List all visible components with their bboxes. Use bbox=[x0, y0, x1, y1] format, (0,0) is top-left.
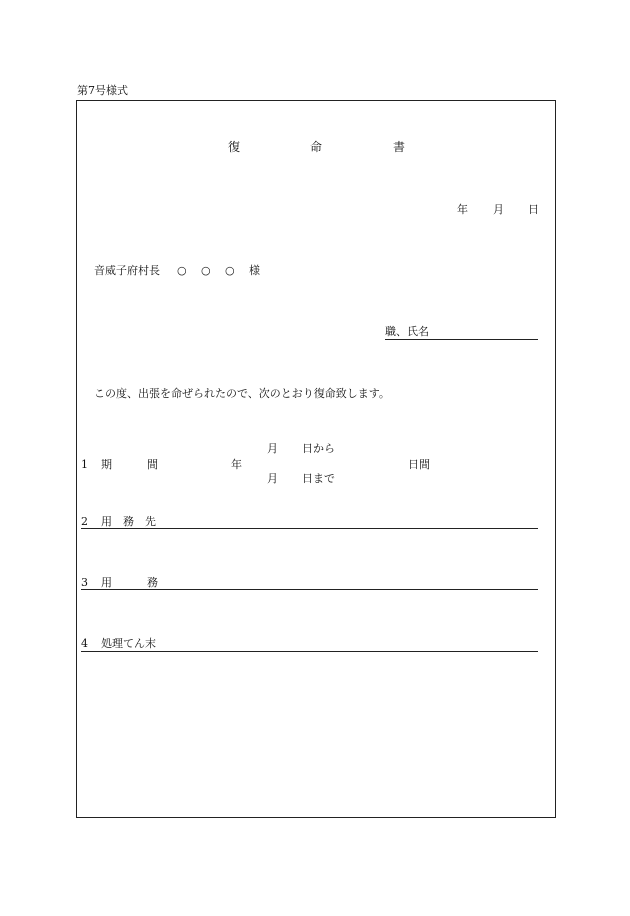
destination-number: 2 bbox=[81, 515, 88, 528]
date-month-label: 月 bbox=[493, 203, 504, 216]
destination-underline[interactable] bbox=[81, 528, 538, 529]
business-underline[interactable] bbox=[81, 589, 538, 590]
period-from-day: 日から bbox=[302, 442, 335, 455]
period-label-char-1: 期 bbox=[101, 458, 112, 471]
form-number: 第7号様式 bbox=[77, 84, 128, 97]
period-from-month: 月 bbox=[267, 442, 278, 455]
period-year: 年 bbox=[231, 458, 242, 471]
reporter-underline[interactable] bbox=[385, 339, 538, 340]
handling-label: 処理てん末 bbox=[101, 637, 156, 650]
intro-text: この度、出張を命ぜられたので、次のとおり復命致します。 bbox=[94, 387, 390, 400]
handling-underline[interactable] bbox=[81, 651, 538, 652]
reporter-label: 職、氏名 bbox=[385, 325, 429, 338]
addressee-circle-1: ○ bbox=[177, 264, 187, 277]
addressee-name: 音威子府村長 bbox=[94, 264, 160, 277]
business-number: 3 bbox=[81, 576, 88, 589]
addressee-circle-2: ○ bbox=[201, 264, 211, 277]
title-char-2: 命 bbox=[310, 140, 323, 154]
handling-number: 4 bbox=[81, 637, 88, 650]
title-char-1: 復 bbox=[228, 140, 241, 154]
destination-label: 用 務 先 bbox=[101, 515, 156, 528]
period-label-char-2: 間 bbox=[147, 458, 158, 471]
period-to-month: 月 bbox=[267, 472, 278, 485]
addressee-circle-3: ○ bbox=[225, 264, 235, 277]
title-char-3: 書 bbox=[393, 140, 406, 154]
period-number: 1 bbox=[81, 458, 88, 471]
business-label-char-2: 務 bbox=[147, 576, 158, 589]
period-to-day: 日まで bbox=[302, 472, 335, 485]
business-label-char-1: 用 bbox=[101, 576, 112, 589]
date-day-label: 日 bbox=[528, 203, 539, 216]
addressee-honorific: 様 bbox=[249, 264, 260, 277]
period-days: 日間 bbox=[408, 458, 430, 471]
date-year-label: 年 bbox=[457, 203, 468, 216]
